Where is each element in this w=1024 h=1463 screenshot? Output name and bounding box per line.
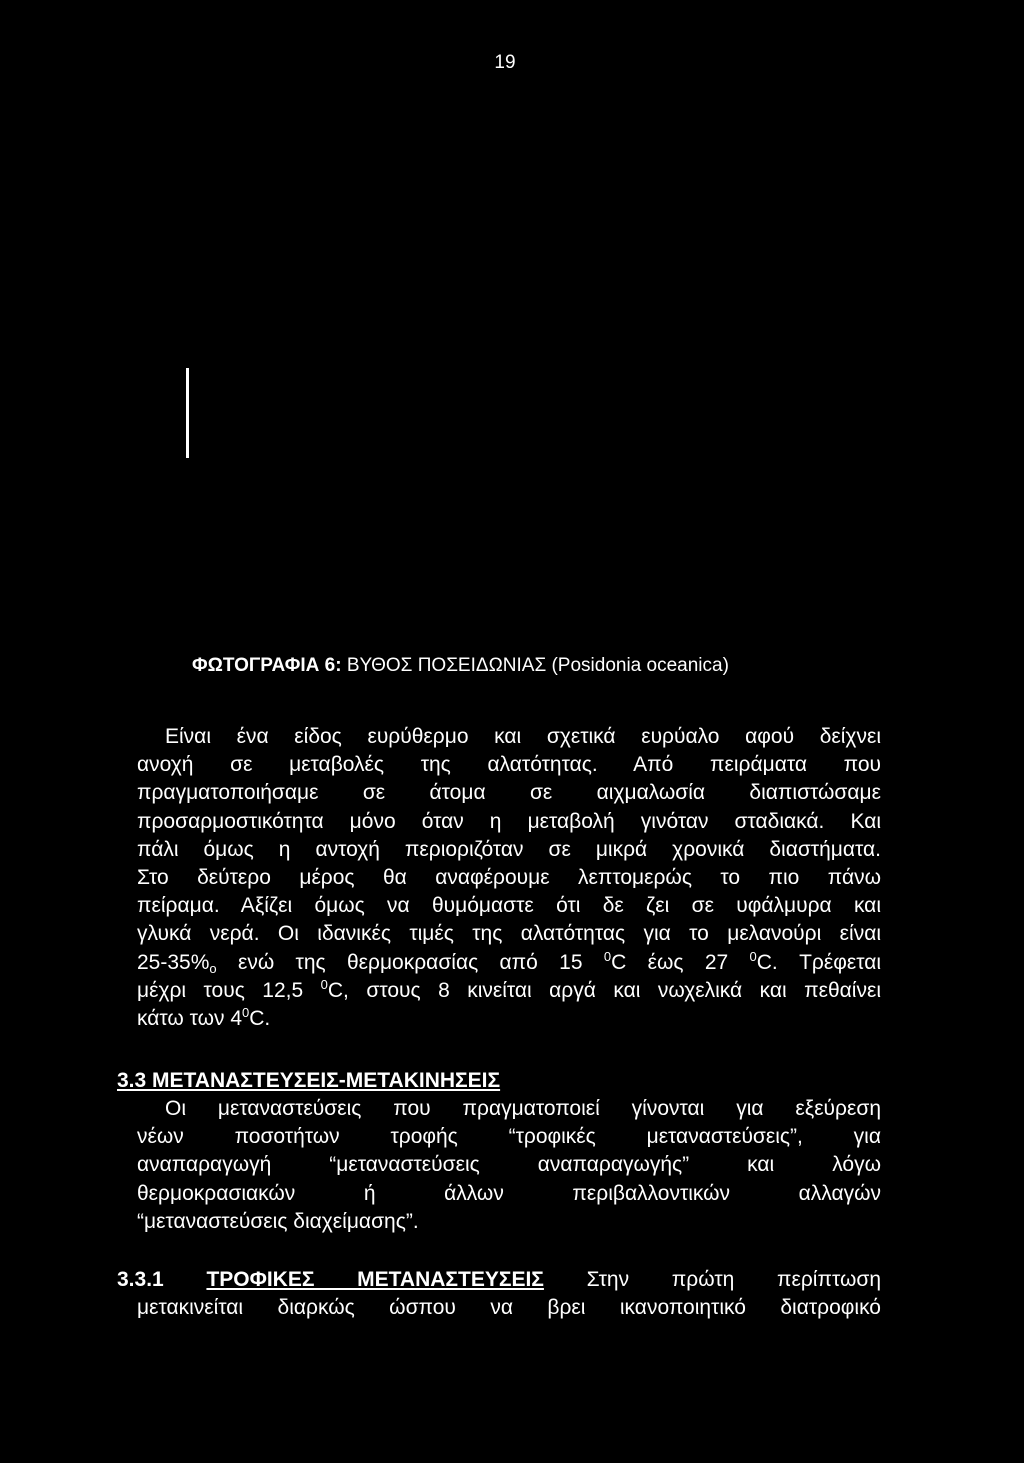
text-line: $25-35\%_o$ ενώ της θερμοκρασίας από 15 $^0$C έως 27 $^0$C. Τρέφεται — [137, 948, 881, 976]
subsection-title: ΤΡΟΦΙΚΕΣ ΜΕΤΑΝΑΣΤΕΥΣΕΙΣ — [206, 1268, 544, 1291]
subsection-number: 3.3.1 — [117, 1268, 164, 1291]
text-line: προσαρμοστικότητα μόνο όταν η μεταβολή γινόταν σταδιακά. Και — [137, 809, 881, 833]
subsection-heading-line — [117, 1266, 881, 1294]
text-line: μετακινείται διαρκώς ώσπου να βρει ικανοποιητικό διατροφικό — [137, 1296, 881, 1320]
text-line: Είναι ένα είδος ευρύθερμο και σχετικά ευρύαλο αφού δείχνει — [165, 725, 881, 748]
text-line: γλυκά νερά. Οι ιδανικές τιμές της αλατότητας για το μελανούρι είναι — [137, 922, 881, 946]
paragraph-feeding-migrations — [117, 1266, 881, 1322]
text-line: νέων ποσοτήτων τροφής “τροφικές μεταναστεύσεις”, για — [137, 1125, 881, 1149]
caption-label: ΦΩΤΟΓΡΑΦΙΑ 6: — [192, 655, 342, 676]
vertical-bar-mark — [186, 368, 189, 458]
caption-text: ΒΥΘΟΣ ΠΟΣΕΙΔΩΝΙΑΣ (Posidonia oceanica) — [346, 655, 729, 676]
text-line: κάτω των $4^0C$. — [137, 1005, 271, 1031]
text-line: αναπαραγωγή “μεταναστεύσεις αναπαραγωγής” και λόγω — [137, 1153, 881, 1177]
paragraph-migrations — [137, 1095, 881, 1236]
text-line: Στο δεύτερο μέρος θα αναφέρουμε λεπτομερώς το πιο πάνω — [137, 866, 881, 890]
text-line: θερμοκρασιακών ή άλλων περιβαλλοντικών αλλαγών — [137, 1181, 881, 1205]
page-number: 19 — [494, 52, 516, 73]
text-line: “μεταναστεύσεις διαχείμασης”. — [137, 1209, 419, 1233]
text-line: Οι μεταναστεύσεις που πραγματοποιεί γίνονται για εξεύρεση — [165, 1097, 881, 1120]
text-line: ανοχή σε μεταβολές της αλατότητας. Από πειράματα που — [137, 753, 881, 777]
text-line: πείραμα. Αξίζει όμως να θυμόμαστε ότι δε ζει σε υφάλμυρα και — [137, 894, 881, 918]
paragraph-salinity — [137, 723, 881, 1033]
text-line: πραγματοποιήσαμε σε άτομα σε αιχμαλωσία διαπιστώσαμε — [137, 781, 881, 805]
subsection-text: Στην πρώτη περίπτωση — [586, 1268, 881, 1291]
text-line: μέχρι τους 12,5 $^0$C, στους 8 κινείται αργά και νωχελικά και πεθαίνει — [137, 976, 881, 1002]
section-heading: 3.3 ΜΕΤΑΝΑΣΤΕΥΣΕΙΣ-ΜΕΤΑΚΙΝΗΣΕΙΣ — [117, 1069, 501, 1092]
photo-caption — [192, 655, 729, 677]
text-line: πάλι όμως η αντοχή περιοριζόταν σε μικρά χρονικά διαστήματα. — [137, 837, 881, 861]
